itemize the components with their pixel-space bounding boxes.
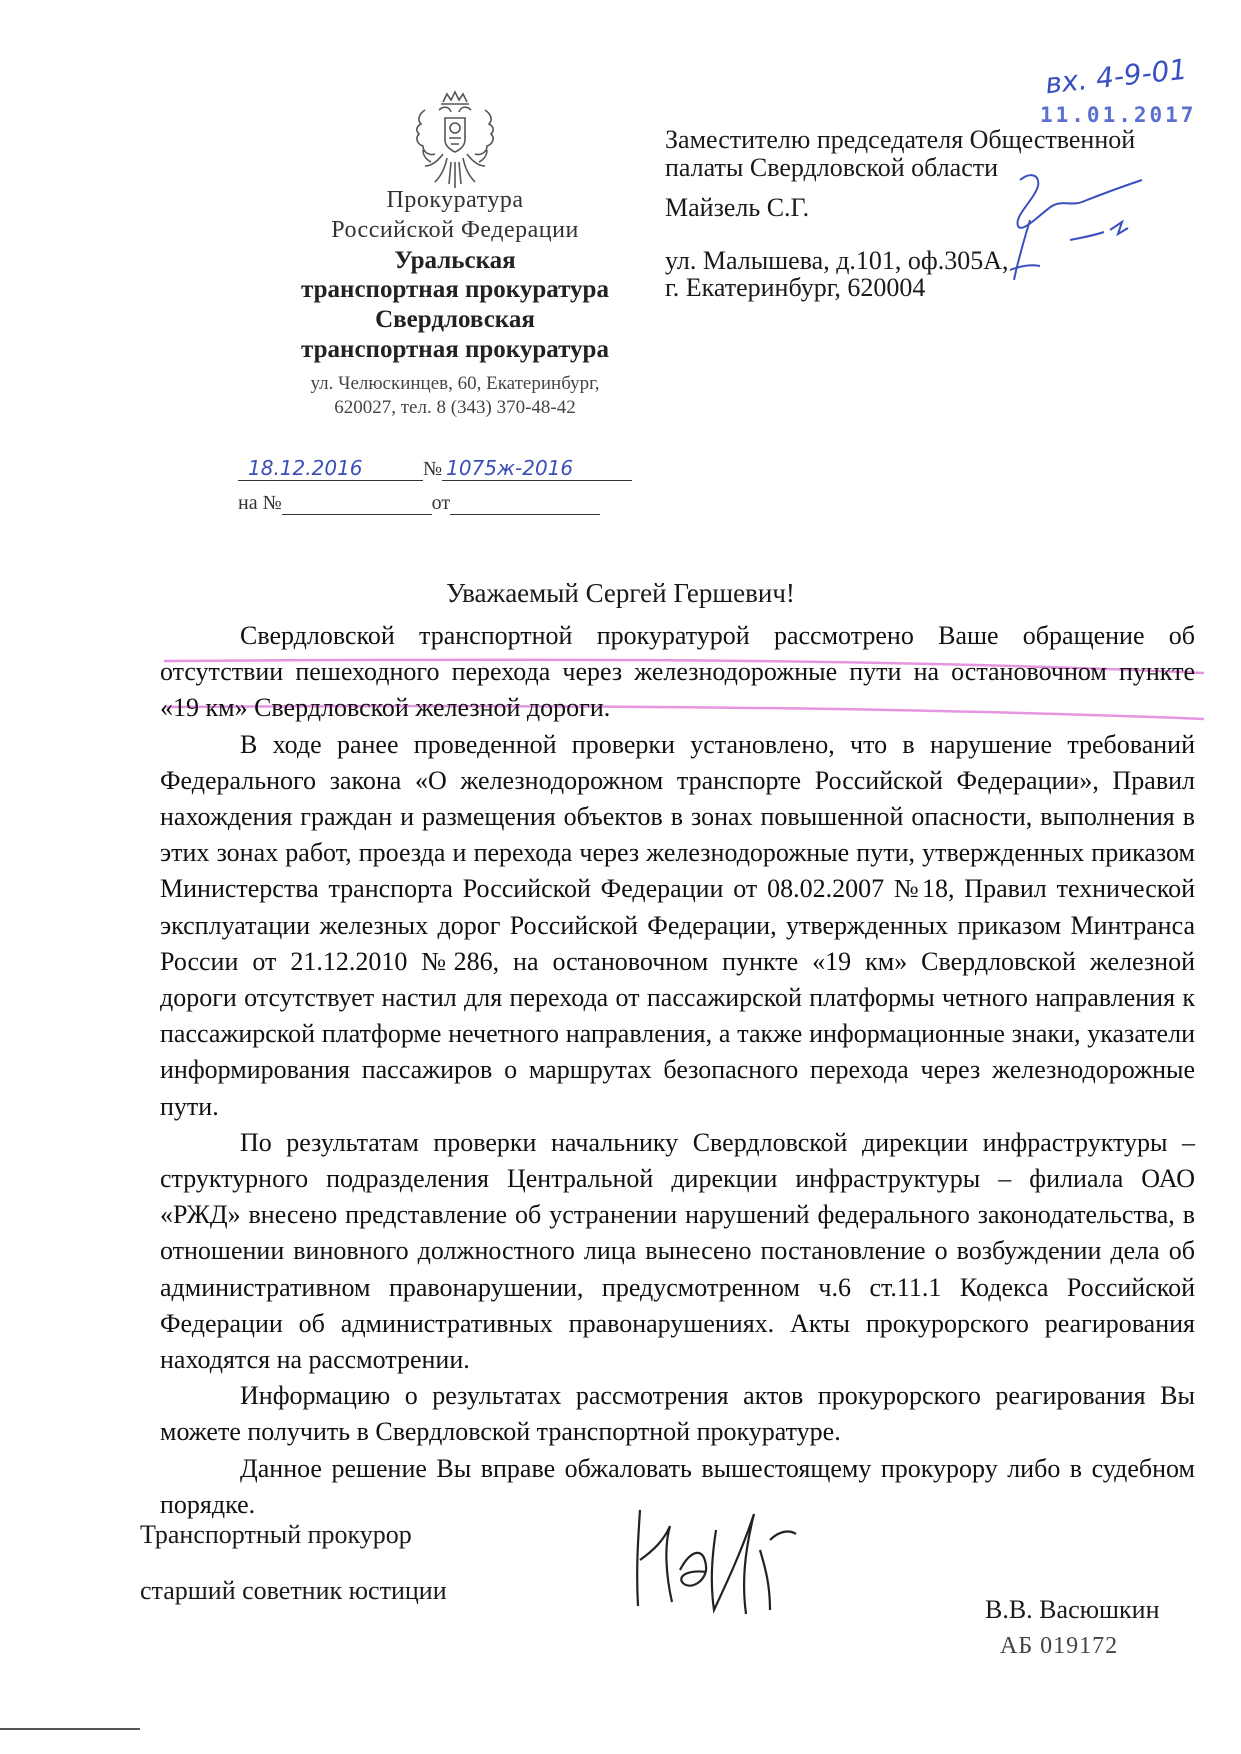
form-serial-number: АБ 019172 bbox=[1000, 1633, 1119, 1659]
signer-rank: старший советник юстиции bbox=[140, 1576, 447, 1605]
received-date-stamp: 11.01.2017 bbox=[1040, 103, 1197, 127]
number-handwritten: 1075ж-2016 bbox=[446, 456, 574, 480]
paragraph-4: Информацию о результатах рассмотрения актов прокурорского реагирования Вы можете получить в Свердловской транспортной прокуратуре. bbox=[160, 1381, 1195, 1447]
org-address-line-1: ул. Челюскинцев, 60, Екатеринбург, bbox=[310, 373, 600, 394]
salutation: Уважаемый Сергей Гершевич! bbox=[446, 578, 795, 608]
signer-position: Транспортный прокурор bbox=[140, 1520, 412, 1549]
incoming-reference-line bbox=[238, 492, 600, 515]
ref-number-field bbox=[282, 494, 432, 515]
org-name-line-6: транспортная прокуратура bbox=[301, 336, 609, 363]
resolution-scribble-icon bbox=[990, 160, 1190, 310]
paragraph-3: По результатам проверки начальнику Свердловской дирекции инфраструктуры – структурного подразделения Центральной дирекции инфраструктуры – филиала ОАО «РЖД» внесено представление об устранении нарушений федерального законодательства, в отношении виновного должностного лица вынесено постановление о возбуждении дела об административном правонарушении, предусмотренном ч.6 ст.11.1 Кодекса Российской Федерации об административных правонарушениях. Акты прокурорского реагирования находятся на рассмотрении. bbox=[160, 1127, 1195, 1375]
date-field bbox=[238, 456, 423, 481]
org-name-line-4: транспортная прокуратура bbox=[301, 276, 609, 303]
paragraph-2: В ходе ранее проведенной проверки установлено, что в нарушение требований Федерального закона «О железнодорожном транспорте Российской Федерации», Правил нахождения граждан и размещения объектов в зонах повышенной опасности, выполнения в этих зонах работ, проезда и перехода через железнодорожные пути, утвержденных приказом Министерства транспорта Российской Федерации от 08.02.2007 №18, Правил технической эксплуатации железных дорог Российской Федерации, утвержденных приказом Минтранса России от 21.12.2010 №286, на остановочном пункте «19 км» Свердловской железной дороги отсутствует настил для перехода от пассажирской платформы четного направления к пассажирской платформе нечетного направления, а также информационные знаки, указатели информирования пассажиров о маршрутах безопасного перехода через железнодорожные пути. bbox=[160, 729, 1195, 1121]
ref-from-label: от bbox=[431, 492, 451, 514]
paragraph-5: Данное решение Вы вправе обжаловать вышестоящему прокурору либо в судебном порядке. bbox=[160, 1453, 1195, 1519]
org-name-line-3: Уральская bbox=[394, 247, 516, 274]
addressee-name: Майзель С.Г. bbox=[665, 193, 810, 222]
incoming-handwritten-note: вх. 4-9-01 bbox=[1043, 52, 1189, 101]
addressee-line-2: палаты Свердловской области bbox=[665, 153, 999, 182]
org-name-line-5: Свердловская bbox=[375, 306, 535, 333]
addressee-address-line-2: г. Екатеринбург, 620004 bbox=[665, 273, 926, 302]
handwritten-signature-icon bbox=[620, 1500, 820, 1620]
outgoing-registration-line bbox=[238, 458, 632, 481]
number-field bbox=[442, 456, 632, 481]
number-label: № bbox=[423, 458, 443, 480]
org-name-line-2: Российской Федерации bbox=[331, 217, 579, 243]
date-handwritten: 18.12.2016 bbox=[248, 456, 363, 480]
paragraph-1: Свердловской транспортной прокуратурой рассмотрено Ваше обращение об отсутствии пешеходного перехода через железнодорожные пути на остановочном пункте «19 км» Свердловской железной дороги. bbox=[160, 621, 1195, 723]
addressee-address-line-1: ул. Малышева, д.101, оф.305А, bbox=[665, 246, 1009, 275]
addressee-line-1: Заместителю председателя Общественной bbox=[665, 125, 1136, 154]
letter-body bbox=[160, 618, 1195, 1523]
bottom-rule bbox=[0, 1728, 140, 1730]
ref-date-field bbox=[450, 494, 600, 515]
org-address-line-2: 620027, тел. 8 (343) 370-48-42 bbox=[334, 397, 576, 418]
org-name-line-1: Прокуратура bbox=[386, 187, 524, 213]
ref-label: на № bbox=[238, 492, 282, 514]
signer-name: В.В. Васюшкин bbox=[985, 1595, 1160, 1624]
double-headed-eagle-emblem-icon bbox=[405, 88, 505, 198]
